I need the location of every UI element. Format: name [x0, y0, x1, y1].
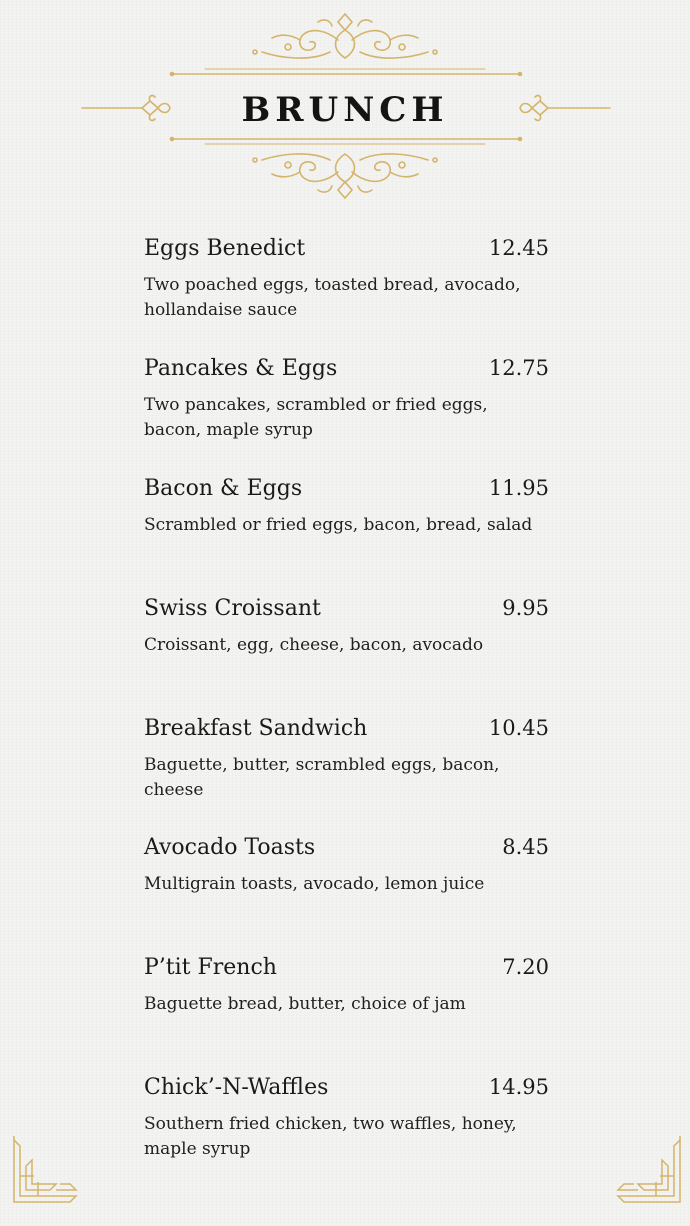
item-description: Multigrain toasts, avocado, lemon juice: [144, 874, 485, 894]
item-name: Avocado Toasts: [144, 835, 316, 860]
menu-item-breakfast-sandwich: [144, 716, 549, 803]
item-name: Bacon & Eggs: [144, 476, 303, 501]
item-price: 8.45: [502, 835, 549, 859]
corner-ornament-bottom-left: [10, 1136, 82, 1206]
item-description: Baguette, butter, scrambled eggs, bacon, cheese: [144, 755, 500, 800]
menu-header: [0, 0, 690, 210]
item-price: 7.20: [502, 955, 549, 979]
item-name: P’tit French: [144, 955, 277, 980]
menu-title: BRUNCH: [241, 90, 449, 130]
item-name: Eggs Benedict: [144, 236, 306, 261]
menu-item-avocado-toasts: [144, 835, 549, 897]
menu-item-chick-n-waffles: [144, 1075, 549, 1162]
menu-item-bacon-eggs: [144, 476, 549, 538]
item-price: 9.95: [502, 596, 549, 620]
item-price: 12.75: [488, 356, 549, 380]
item-name: Chick’-N-Waffles: [144, 1075, 329, 1100]
menu-item-pancakes-eggs: [144, 356, 549, 443]
item-price: 14.95: [488, 1075, 549, 1099]
item-description: Southern fried chicken, two waffles, honey, maple syrup: [144, 1114, 517, 1159]
item-name: Pancakes & Eggs: [144, 356, 338, 381]
menu-item-eggs-benedict: [144, 236, 549, 323]
item-description: Baguette bread, butter, choice of jam: [144, 994, 466, 1014]
item-description: Scrambled or fried eggs, bacon, bread, salad: [144, 515, 533, 535]
item-name: Breakfast Sandwich: [144, 716, 368, 741]
menu-item-swiss-croissant: [144, 596, 549, 658]
item-description: Croissant, egg, cheese, bacon, avocado: [144, 635, 484, 655]
item-price: 10.45: [488, 716, 549, 740]
menu-item-ptit-french: [144, 955, 549, 1017]
item-price: 11.95: [488, 476, 549, 500]
item-description: Two pancakes, scrambled or fried eggs, bacon, maple syrup: [144, 395, 488, 440]
item-price: 12.45: [488, 236, 549, 260]
item-description: Two poached eggs, toasted bread, avocado, hollandaise sauce: [144, 275, 521, 320]
corner-ornament-bottom-right: [612, 1136, 684, 1206]
item-name: Swiss Croissant: [144, 596, 321, 621]
